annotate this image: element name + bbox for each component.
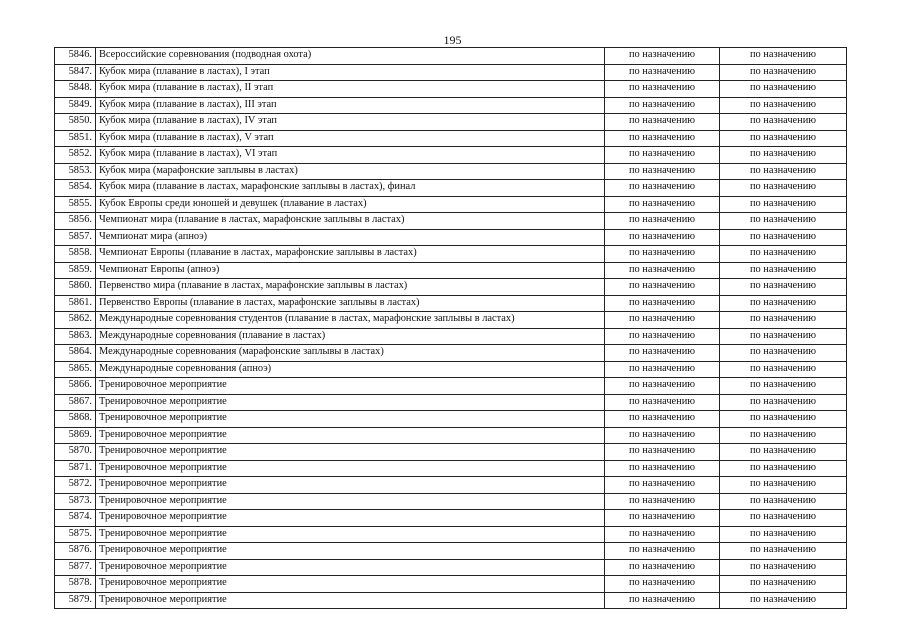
event-name-cell: Чемпионат Европы (плавание в ластах, марафонские заплывы в ластах) — [96, 246, 605, 263]
assignment-cell: по назначению — [605, 213, 720, 230]
table-row — [55, 114, 847, 131]
row-number-cell: 5879. — [55, 592, 96, 609]
assignment-cell: по назначению — [720, 394, 847, 411]
assignment-cell: по назначению — [605, 64, 720, 81]
table-row — [55, 196, 847, 213]
assignment-cell: по назначению — [720, 345, 847, 362]
assignment-cell: по назначению — [605, 229, 720, 246]
assignment-cell: по назначению — [605, 180, 720, 197]
event-name-cell: Тренировочное мероприятие — [96, 592, 605, 609]
page-number: 195 — [443, 33, 462, 47]
row-number-cell: 5868. — [55, 411, 96, 428]
assignment-cell: по назначению — [605, 543, 720, 560]
table-row — [55, 312, 847, 329]
event-name-cell: Кубок мира (плавание в ластах), III этап — [96, 97, 605, 114]
event-name-cell: Международные соревнования (плавание в ластах) — [96, 328, 605, 345]
event-name-cell: Первенство Европы (плавание в ластах, марафонские заплывы в ластах) — [96, 295, 605, 312]
row-number-cell: 5876. — [55, 543, 96, 560]
table-row — [55, 81, 847, 98]
assignment-cell: по назначению — [720, 477, 847, 494]
table-row — [55, 328, 847, 345]
assignment-cell: по назначению — [605, 97, 720, 114]
assignment-cell: по назначению — [605, 493, 720, 510]
table-row — [55, 229, 847, 246]
table-row — [55, 361, 847, 378]
row-number-cell: 5866. — [55, 378, 96, 395]
event-name-cell: Тренировочное мероприятие — [96, 526, 605, 543]
assignment-cell: по назначению — [605, 147, 720, 164]
assignment-cell: по назначению — [720, 543, 847, 560]
table-row — [55, 246, 847, 263]
assignment-cell: по назначению — [720, 229, 847, 246]
assignment-cell: по назначению — [720, 378, 847, 395]
table-row — [55, 295, 847, 312]
assignment-cell: по назначению — [720, 295, 847, 312]
row-number-cell: 5863. — [55, 328, 96, 345]
assignment-cell: по назначению — [605, 460, 720, 477]
assignment-cell: по назначению — [720, 196, 847, 213]
assignment-cell: по назначению — [605, 163, 720, 180]
table-row — [55, 576, 847, 593]
row-number-cell: 5859. — [55, 262, 96, 279]
assignment-cell: по назначению — [720, 279, 847, 296]
table-row — [55, 592, 847, 609]
assignment-cell: по назначению — [720, 361, 847, 378]
event-name-cell: Тренировочное мероприятие — [96, 559, 605, 576]
assignment-cell: по назначению — [605, 444, 720, 461]
row-number-cell: 5874. — [55, 510, 96, 527]
event-name-cell: Кубок мира (плавание в ластах), II этап — [96, 81, 605, 98]
assignment-cell: по назначению — [605, 312, 720, 329]
assignment-cell: по назначению — [605, 559, 720, 576]
table-row — [55, 64, 847, 81]
assignment-cell: по назначению — [720, 213, 847, 230]
assignment-cell: по назначению — [605, 378, 720, 395]
table-row — [55, 460, 847, 477]
table-row — [55, 262, 847, 279]
event-name-cell: Международные соревнования (марафонские заплывы в ластах) — [96, 345, 605, 362]
assignment-cell: по назначению — [605, 196, 720, 213]
table-row — [55, 477, 847, 494]
row-number-cell: 5869. — [55, 427, 96, 444]
row-number-cell: 5858. — [55, 246, 96, 263]
table-row — [55, 444, 847, 461]
event-name-cell: Тренировочное мероприятие — [96, 493, 605, 510]
row-number-cell: 5852. — [55, 147, 96, 164]
assignment-cell: по назначению — [720, 114, 847, 131]
row-number-cell: 5860. — [55, 279, 96, 296]
assignment-cell: по назначению — [720, 130, 847, 147]
event-name-cell: Кубок мира (плавание в ластах), IV этап — [96, 114, 605, 131]
row-number-cell: 5875. — [55, 526, 96, 543]
table-row — [55, 559, 847, 576]
assignment-cell: по назначению — [720, 427, 847, 444]
assignment-cell: по назначению — [605, 345, 720, 362]
assignment-cell: по назначению — [720, 163, 847, 180]
assignment-cell: по назначению — [605, 246, 720, 263]
assignment-cell: по назначению — [605, 394, 720, 411]
event-name-cell: Тренировочное мероприятие — [96, 576, 605, 593]
assignment-cell: по назначению — [605, 427, 720, 444]
row-number-cell: 5873. — [55, 493, 96, 510]
assignment-cell: по назначению — [720, 592, 847, 609]
assignment-cell: по назначению — [605, 114, 720, 131]
row-number-cell: 5872. — [55, 477, 96, 494]
row-number-cell: 5848. — [55, 81, 96, 98]
table-body — [55, 48, 847, 609]
assignment-cell: по назначению — [720, 328, 847, 345]
row-number-cell: 5856. — [55, 213, 96, 230]
assignment-cell: по назначению — [720, 262, 847, 279]
table-row — [55, 378, 847, 395]
assignment-cell: по назначению — [605, 295, 720, 312]
assignment-cell: по назначению — [605, 510, 720, 527]
row-number-cell: 5865. — [55, 361, 96, 378]
row-number-cell: 5851. — [55, 130, 96, 147]
row-number-cell: 5846. — [55, 48, 96, 65]
row-number-cell: 5850. — [55, 114, 96, 131]
event-name-cell: Чемпионат Европы (апноэ) — [96, 262, 605, 279]
assignment-cell: по назначению — [720, 246, 847, 263]
assignment-cell: по назначению — [605, 361, 720, 378]
row-number-cell: 5878. — [55, 576, 96, 593]
assignment-cell: по назначению — [720, 97, 847, 114]
row-number-cell: 5870. — [55, 444, 96, 461]
table-row — [55, 493, 847, 510]
assignment-cell: по назначению — [605, 328, 720, 345]
table-row — [55, 147, 847, 164]
table-row — [55, 526, 847, 543]
row-number-cell: 5862. — [55, 312, 96, 329]
assignment-cell: по назначению — [605, 526, 720, 543]
table-row — [55, 48, 847, 65]
event-name-cell: Тренировочное мероприятие — [96, 394, 605, 411]
row-number-cell: 5871. — [55, 460, 96, 477]
table-row — [55, 543, 847, 560]
events-table — [54, 47, 847, 609]
assignment-cell: по назначению — [605, 130, 720, 147]
event-name-cell: Международные соревнования (апноэ) — [96, 361, 605, 378]
table-row — [55, 279, 847, 296]
assignment-cell: по назначению — [720, 312, 847, 329]
table-row — [55, 130, 847, 147]
assignment-cell: по назначению — [720, 559, 847, 576]
assignment-cell: по назначению — [720, 81, 847, 98]
assignment-cell: по назначению — [720, 411, 847, 428]
table-row — [55, 345, 847, 362]
assignment-cell: по назначению — [720, 444, 847, 461]
assignment-cell: по назначению — [605, 411, 720, 428]
event-name-cell: Кубок Европы среди юношей и девушек (плавание в ластах) — [96, 196, 605, 213]
assignment-cell: по назначению — [605, 592, 720, 609]
row-number-cell: 5867. — [55, 394, 96, 411]
assignment-cell: по назначению — [605, 576, 720, 593]
event-name-cell: Тренировочное мероприятие — [96, 411, 605, 428]
table-row — [55, 213, 847, 230]
assignment-cell: по назначению — [720, 147, 847, 164]
event-name-cell: Тренировочное мероприятие — [96, 510, 605, 527]
event-name-cell: Тренировочное мероприятие — [96, 444, 605, 461]
event-name-cell: Кубок мира (плавание в ластах, марафонские заплывы в ластах), финал — [96, 180, 605, 197]
event-name-cell: Кубок мира (плавание в ластах), I этап — [96, 64, 605, 81]
assignment-cell: по назначению — [605, 279, 720, 296]
table-row — [55, 163, 847, 180]
row-number-cell: 5877. — [55, 559, 96, 576]
event-name-cell: Чемпионат мира (апноэ) — [96, 229, 605, 246]
event-name-cell: Тренировочное мероприятие — [96, 378, 605, 395]
event-name-cell: Первенство мира (плавание в ластах, марафонские заплывы в ластах) — [96, 279, 605, 296]
assignment-cell: по назначению — [720, 510, 847, 527]
table-row — [55, 97, 847, 114]
assignment-cell: по назначению — [605, 477, 720, 494]
event-name-cell: Тренировочное мероприятие — [96, 460, 605, 477]
row-number-cell: 5849. — [55, 97, 96, 114]
assignment-cell: по назначению — [720, 576, 847, 593]
table-row — [55, 427, 847, 444]
event-name-cell: Тренировочное мероприятие — [96, 543, 605, 560]
event-name-cell: Международные соревнования студентов (плавание в ластах, марафонские заплывы в ластах) — [96, 312, 605, 329]
assignment-cell: по назначению — [720, 460, 847, 477]
row-number-cell: 5864. — [55, 345, 96, 362]
event-name-cell: Кубок мира (плавание в ластах), V этап — [96, 130, 605, 147]
assignment-cell: по назначению — [605, 48, 720, 65]
assignment-cell: по назначению — [720, 48, 847, 65]
assignment-cell: по назначению — [720, 64, 847, 81]
event-name-cell: Тренировочное мероприятие — [96, 427, 605, 444]
assignment-cell: по назначению — [720, 493, 847, 510]
table-row — [55, 411, 847, 428]
row-number-cell: 5853. — [55, 163, 96, 180]
row-number-cell: 5855. — [55, 196, 96, 213]
table-row — [55, 180, 847, 197]
assignment-cell: по назначению — [720, 526, 847, 543]
assignment-cell: по назначению — [605, 262, 720, 279]
event-name-cell: Кубок мира (марафонские заплывы в ластах) — [96, 163, 605, 180]
event-name-cell: Всероссийские соревнования (подводная охота) — [96, 48, 605, 65]
assignment-cell: по назначению — [720, 180, 847, 197]
event-name-cell: Тренировочное мероприятие — [96, 477, 605, 494]
row-number-cell: 5854. — [55, 180, 96, 197]
row-number-cell: 5847. — [55, 64, 96, 81]
row-number-cell: 5861. — [55, 295, 96, 312]
table-row — [55, 394, 847, 411]
table-row — [55, 510, 847, 527]
assignment-cell: по назначению — [605, 81, 720, 98]
event-name-cell: Чемпионат мира (плавание в ластах, марафонские заплывы в ластах) — [96, 213, 605, 230]
event-name-cell: Кубок мира (плавание в ластах), VI этап — [96, 147, 605, 164]
row-number-cell: 5857. — [55, 229, 96, 246]
